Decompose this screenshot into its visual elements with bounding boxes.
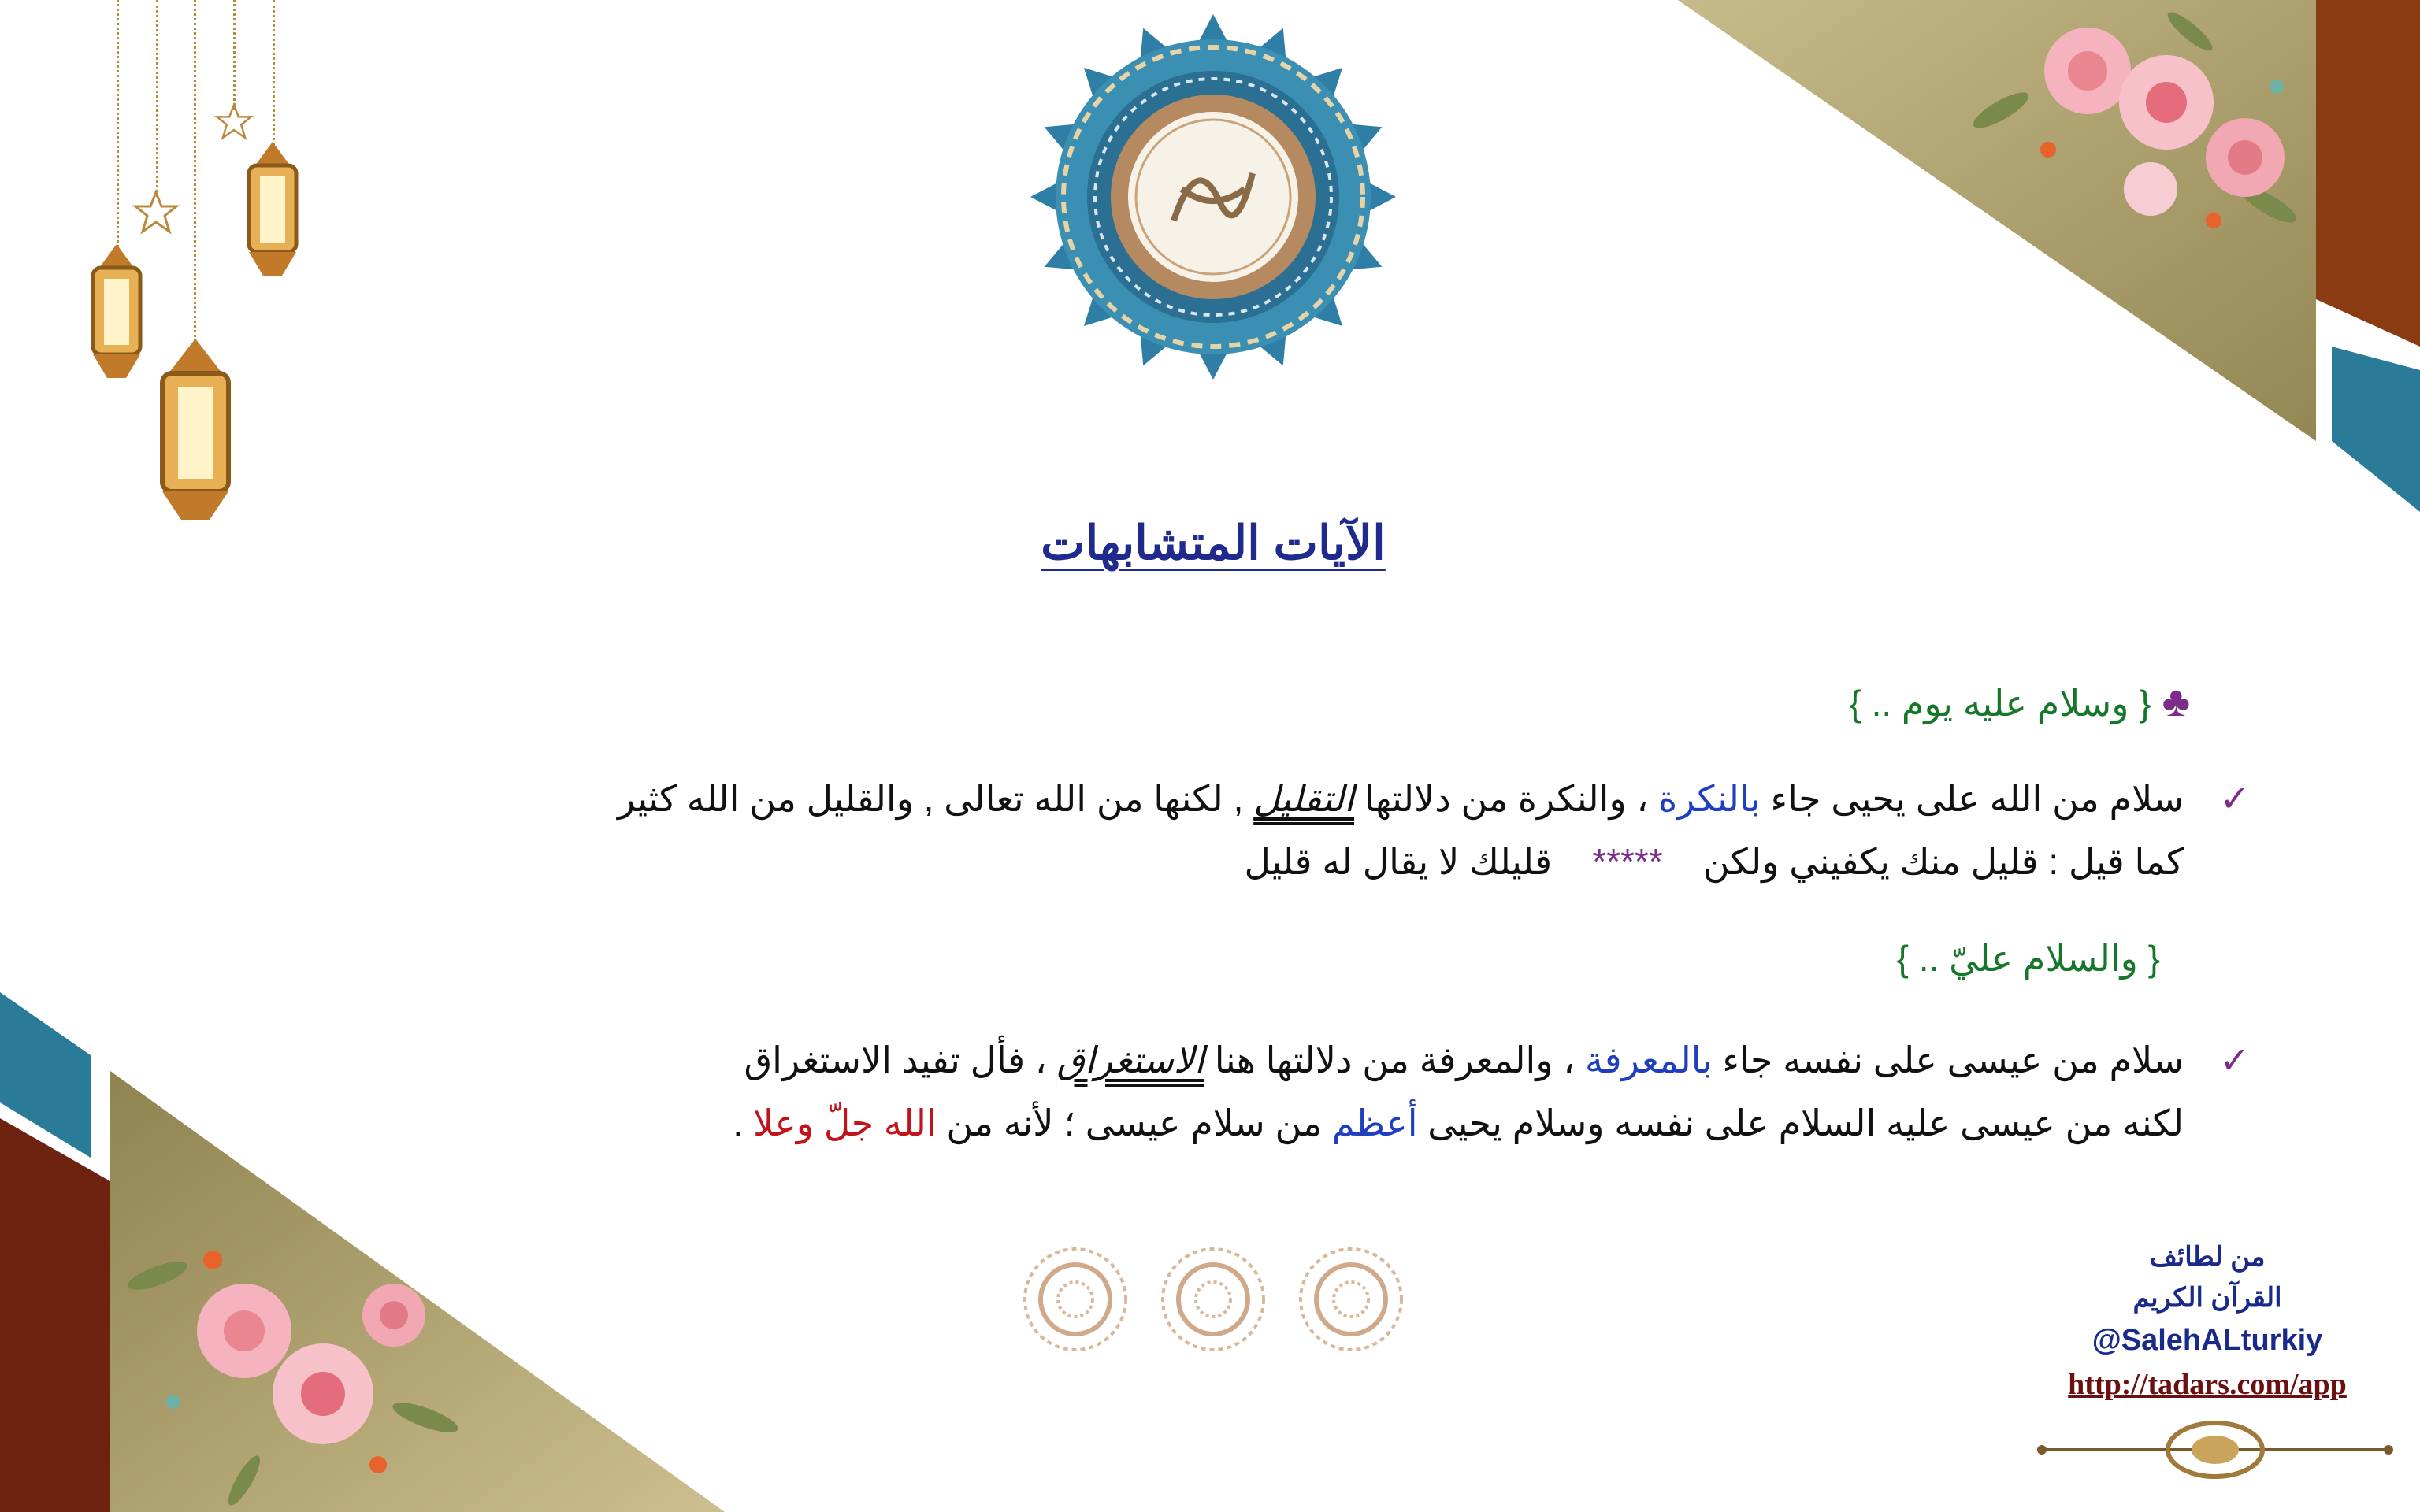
ornament-divider-icon bbox=[2034, 1414, 2396, 1485]
section-paragraph-2 bbox=[277, 1028, 2250, 1154]
highlight-word: أعظم bbox=[1331, 1102, 1418, 1143]
quran-calligraphy-medallion-icon bbox=[1024, 8, 1402, 386]
hanging-lantern-icon bbox=[147, 339, 244, 528]
page-title: الآيات المتشابهات bbox=[1041, 517, 1386, 569]
section-heading-text: { وسلام عليه يوم .. } bbox=[1849, 683, 2151, 724]
paragraph-line: سلام من الله على يحيى جاء بالنكرة ، والنكرة من دلالتها التقليل , لكنها من الله تعالى , والقليل من الله كثير bbox=[617, 778, 2184, 819]
highlight-word: بالنكرة bbox=[1658, 778, 1761, 819]
emphasis-word: الاستغراق bbox=[1056, 1040, 1204, 1080]
section-paragraph-1 bbox=[277, 767, 2250, 893]
credits bbox=[2034, 1236, 2381, 1485]
red-phrase: الله جلّ وعلا bbox=[752, 1102, 937, 1143]
checkmark-icon: ✓ bbox=[2219, 778, 2250, 819]
star-icon bbox=[132, 189, 180, 236]
section-heading-1 bbox=[1849, 677, 2190, 726]
floral-bouquet-icon bbox=[126, 1228, 473, 1512]
verse-separator: ***** bbox=[1592, 841, 1663, 882]
paragraph-line: لكنه من عيسى عليه السلام على نفسه وسلام يحيى أعظم من سلام عيسى ؛ لأنه من الله جلّ وعلا . bbox=[733, 1102, 2184, 1143]
floral-bouquet-icon bbox=[1954, 0, 2316, 260]
rosette-ornament-icon bbox=[1025, 1249, 1126, 1350]
rosette-ornament-icon bbox=[1163, 1249, 1264, 1350]
club-icon: ♣ bbox=[2162, 678, 2190, 725]
rosette-ornaments bbox=[1016, 1244, 1410, 1354]
twitter-handle: @SalehALturkiy bbox=[2092, 1324, 2323, 1357]
hanging-lantern-icon bbox=[238, 142, 307, 284]
credit-line-1: من لطائف bbox=[2149, 1242, 2266, 1272]
credit-line-2: القرآن الكريم bbox=[2132, 1283, 2282, 1313]
emphasis-word: التقليل bbox=[1253, 778, 1355, 819]
star-icon bbox=[214, 102, 254, 142]
highlight-word: بالمعرفة bbox=[1584, 1040, 1713, 1080]
app-link[interactable]: http://tadars.com/app bbox=[2068, 1368, 2347, 1401]
section-heading-2: { والسلام عليّ .. } bbox=[1896, 938, 2160, 979]
checkmark-icon: ✓ bbox=[2219, 1040, 2250, 1080]
paragraph-line: سلام من عيسى على نفسه جاء بالمعرفة ، والمعرفة من دلالتها هنا الاستغراق ، فأل تفيد الاستغراق bbox=[744, 1040, 2184, 1080]
paragraph-line: كما قيل : قليل منك يكفيني ولكن ***** قليلك لا يقال له قليل bbox=[1244, 841, 2184, 882]
hanging-lantern-icon bbox=[79, 244, 154, 386]
rosette-ornament-icon bbox=[1301, 1249, 1401, 1350]
